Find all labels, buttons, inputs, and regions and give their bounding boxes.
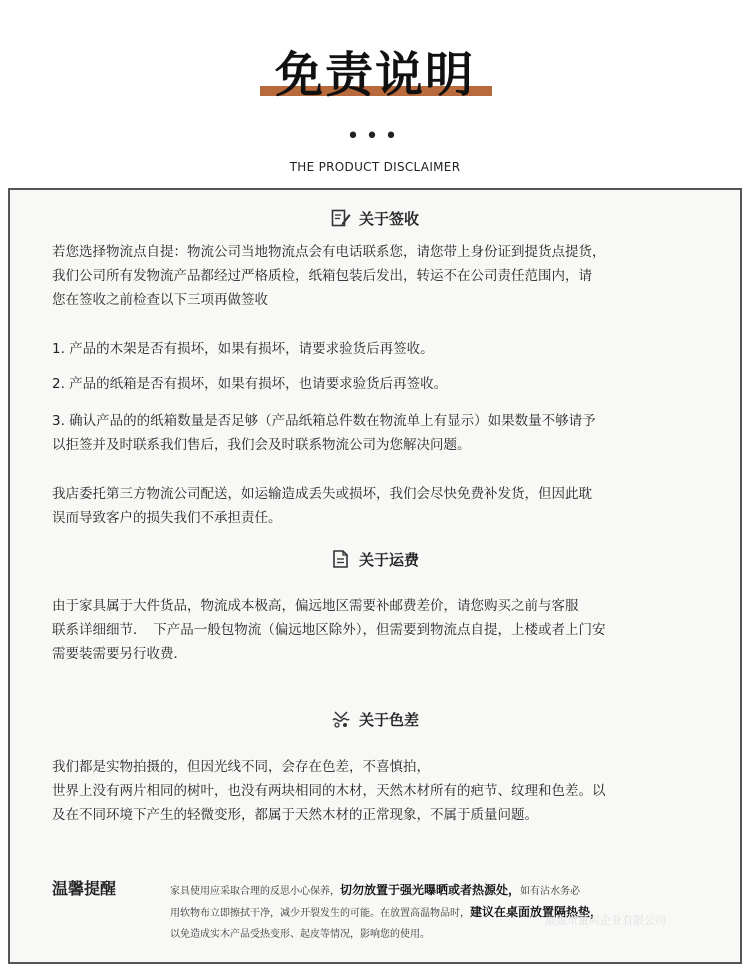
- receipt-item-2-text: 2. 产品的纸箱是否有损坏，如果有损坏，也请要求验货后再签收。: [52, 376, 448, 392]
- receipt-item-3: [52, 409, 712, 457]
- receipt-note-line: 误而导致客户的损失我们不承担责任。: [52, 510, 282, 526]
- tip-text: 家具使用应采取合理的反思小心保养，: [170, 886, 340, 897]
- receipt-item-1-text: 1. 产品的木架是否有损坏，如果有损坏，请要求验货后再签收。: [52, 341, 434, 357]
- document-icon: [331, 550, 351, 568]
- tip-emphasis: 建议在桌面放置隔热垫，: [470, 905, 603, 919]
- receipt-intro-line: 若您选择物流点自提：物流公司当地物流点会有电话联系您，请您带上身份证到提货点提货，: [52, 244, 606, 260]
- page-subtitle: THE PRODUCT DISCLAIMER: [289, 160, 461, 174]
- receipt-intro-line: 我们公司所有发物流产品都经过严格质检，纸箱包装后发出，转运不在公司责任范围内，请: [52, 268, 592, 284]
- title-block: [0, 40, 750, 110]
- tip-text: 用软物布立即擦拭干净，减少开裂发生的可能。在放置高温物品时，: [170, 908, 470, 919]
- shipping-line: 需要装需要另行收费．: [52, 646, 187, 662]
- receipt-intro-line: 您在签收之前检查以下三项再做签收: [52, 292, 268, 308]
- disclaimer-panel: [8, 188, 742, 964]
- receipt-intro: [52, 240, 712, 312]
- tip-text: 如有沾水务必: [520, 886, 581, 897]
- color-diff-icon: [331, 710, 351, 728]
- section-heading-shipping: [10, 549, 740, 570]
- section-heading-receipt: [10, 208, 740, 229]
- section-title-shipping: 关于运费: [358, 551, 419, 569]
- section-title-color: 关于色差: [358, 711, 419, 729]
- section-title-receipt: 关于签收: [358, 210, 419, 228]
- color-line: 我们都是实物拍摄的，但因光线不同，会存在色差，不喜慎拍，: [52, 759, 430, 775]
- receipt-note-line: 我店委托第三方物流公司配送，如运输造成丢失或损坏，我们会尽快免费补发货，但因此耽: [52, 486, 592, 502]
- receipt-note: [52, 482, 712, 530]
- color-line: 及在不同环境下产生的轻微变形，都属于天然木材的正常现象，不属于质量问题。: [52, 807, 538, 823]
- shipping-line: 联系详细细节． 下产品一般包物流（偏远地区除外），但需要到物流点自提，上楼或者上门安: [52, 622, 606, 638]
- section-heading-color: [10, 709, 740, 730]
- receipt-item-1: [52, 337, 712, 361]
- edit-document-icon: [331, 209, 351, 227]
- warm-tip-label: 温馨提醒: [52, 879, 117, 898]
- receipt-item-3-line: 以拒签并及时联系我们售后，我们会及时联系物流公司为您解决问题。: [52, 437, 471, 453]
- ellipsis-dots: •••: [346, 124, 404, 149]
- receipt-item-2: [52, 372, 712, 396]
- tip-emphasis: 切勿放置于强光曝晒或者热源处，: [340, 883, 521, 897]
- color-text: [52, 755, 712, 827]
- color-line: 世界上没有两片相同的树叶，也没有两块相同的木材，天然木材所有的疤节、纹理和色差。以: [52, 783, 606, 799]
- tip-text: 以免造成实木产品受热变形、起皮等情况，影响您的使用。: [170, 929, 430, 940]
- page-title: 免责说明: [274, 47, 475, 103]
- shipping-text: [52, 594, 712, 666]
- shipping-line: 由于家具属于大件货品，物流成本极高，偏远地区需要补邮费差价，请您购买之前与客服: [52, 598, 579, 614]
- watermark: 淑妮市童叫企业有限公司: [545, 914, 666, 927]
- receipt-item-3-line: 3. 确认产品的的纸箱数量是否足够（产品纸箱总件数在物流单上有显示）如果数量不够请予: [52, 413, 596, 429]
